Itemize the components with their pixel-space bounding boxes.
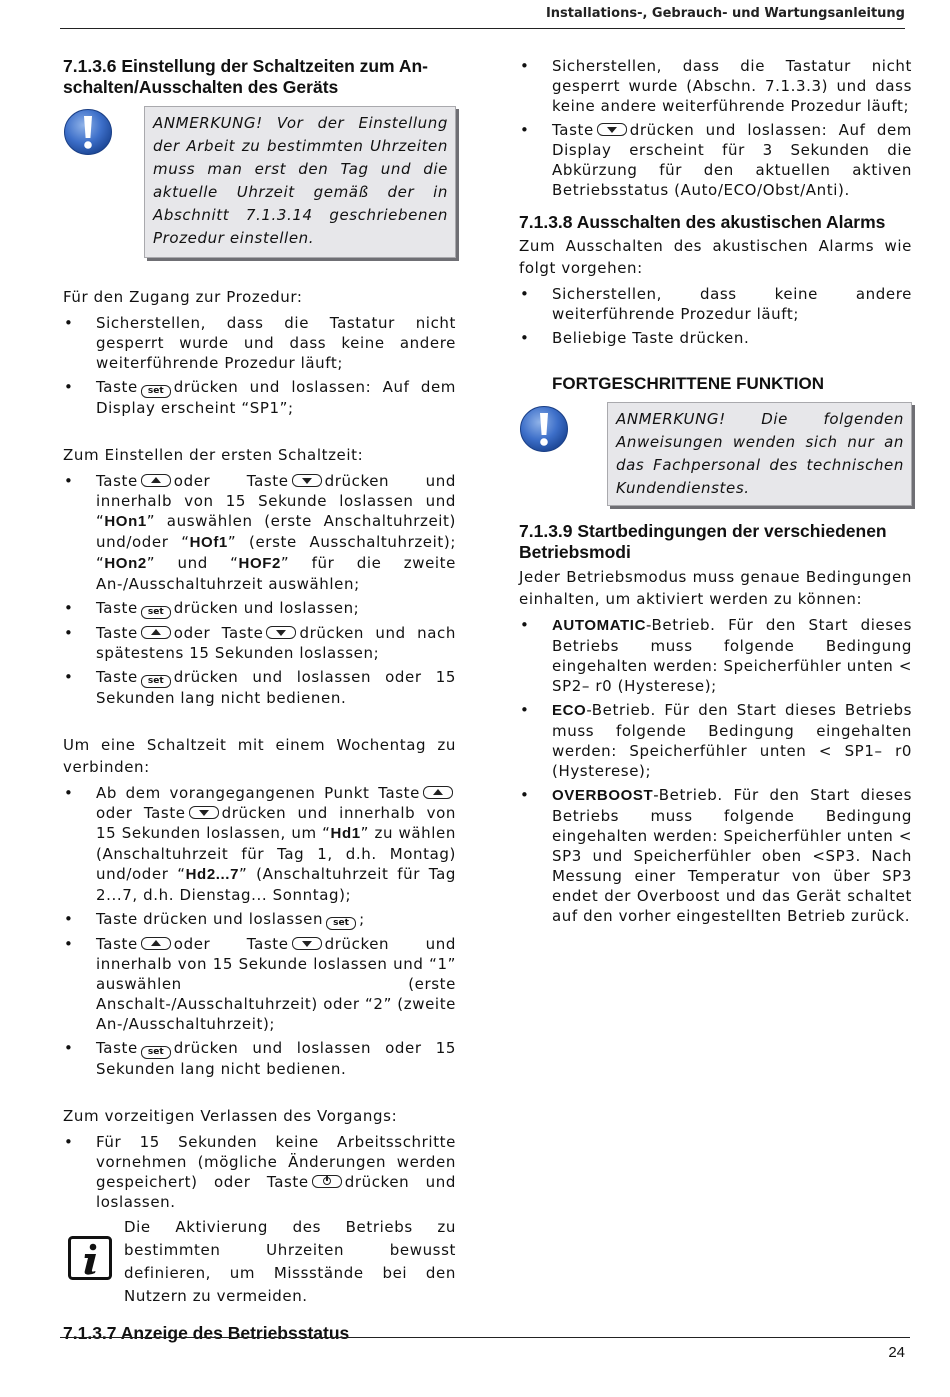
list-item: • Beliebige Taste drücken. bbox=[520, 329, 750, 347]
list-item: • Taste oder Taste drücken und innerhalb von 15 Sekunde loslassen und “HOn1” auswählen (erste Anschaltuhrzeit) und/oder “HOf1” (erste Ausschaltuhrzeit); “HOn2” und “HOF2” für die zweite An-/Ausschaltuhrzeit auswählen; bbox=[64, 472, 456, 593]
paragraph-alarm: Zum Ausschalten des akustischen Alarms wie folgt vorgehen: bbox=[519, 237, 912, 277]
advanced-function-heading: FORTGESCHRITTENE FUNKTION bbox=[552, 374, 824, 393]
info-block bbox=[63, 1216, 456, 1308]
info-icon bbox=[68, 1236, 112, 1280]
section-heading-7-1-3-9: 7.1.3.9 Startbedingungen der verschiedenen Betriebsmodi bbox=[519, 521, 887, 562]
page-number: 24 bbox=[888, 1344, 905, 1361]
list-item: • ECO-Betrieb. Für den Start dieses Betriebs muss folgende Bedingung eingehalten werden: Speicherfühler unten < SP1– r0 (Hysterese); bbox=[520, 701, 912, 780]
up-key-icon bbox=[141, 474, 171, 487]
status-list bbox=[519, 56, 912, 200]
up-key-icon bbox=[423, 786, 453, 799]
set-key-icon: set bbox=[141, 675, 171, 688]
alarm-list bbox=[519, 284, 912, 348]
list-item: • Taste set drücken und loslassen oder 15 Sekunden lang nicht bedienen. bbox=[64, 668, 456, 707]
mode-list bbox=[519, 615, 912, 926]
down-key-icon bbox=[189, 806, 219, 819]
set-key-icon: set bbox=[141, 1046, 171, 1059]
mode-name: OVERBOOST bbox=[552, 787, 654, 804]
down-key-icon bbox=[597, 123, 627, 136]
list-item: • Taste set drücken und loslassen: Auf dem Display erscheint “SP1”; bbox=[64, 378, 456, 417]
set-key-icon: set bbox=[141, 385, 171, 398]
note-block-2 bbox=[519, 402, 912, 506]
exclamation-icon bbox=[63, 108, 113, 156]
access-list bbox=[63, 313, 456, 418]
section-heading-7-1-3-8: 7.1.3.8 Ausschalten des akustischen Alarms bbox=[519, 212, 886, 232]
left-column bbox=[63, 56, 456, 1344]
list-item: • Taste oder Taste drücken und innerhalb von 15 Sekunde loslassen und “1” auswählen (erste Anschalt-/Ausschaltuhrzeit) oder “2” (zweite An-/Ausschaltuhrzeit); bbox=[64, 935, 457, 1033]
paragraph-start: Jeder Betriebsmodus muss genaue Bedingungen einhalten, um aktiviert werden zu können: bbox=[519, 568, 912, 608]
set-key-icon: set bbox=[326, 917, 356, 930]
list-item: • Ab dem vorangegangenen Punkt Tasteoder Taste drücken und innerhalb von 15 Sekunden loslassen, um “Hd1” zu wählen (Anschaltuhrzeit für Tag 1, d.h. Montag) und/oder “Hd2...7” (Anschaltuhrzeit für Tag 2...7, d.h. Dienstag... Sonntag); bbox=[64, 784, 456, 904]
first-switch-list bbox=[63, 471, 456, 708]
list-item: • Sicherstellen, dass die Tastatur nicht gesperrt wurde und dass keine andere weiterführende Prozedur läuft; bbox=[64, 314, 456, 372]
info-text: Die Aktivierung des Betriebs zu bestimmten Uhrzeiten bewusst definieren, um Missstände bei den Nutzern zu vermeiden. bbox=[124, 1218, 456, 1305]
list-item: • Taste oder Taste drücken und nach spätestens 15 Sekunden loslassen; bbox=[64, 624, 456, 662]
exit-list bbox=[63, 1132, 456, 1212]
list-item: • Taste drücken und loslassen: Auf dem Display erscheint für 3 Sekunden die Abkürzung für den aktuellen aktiven Betriebsstatus (Auto/ECO/Obst/Anti). bbox=[520, 121, 912, 199]
note-box-1: ANMERKUNG! Vor der Einstellung der Arbeit zu bestimmten Uhrzeiten muss man erst den Tag und die aktuelle Uhrzeit gemäß der in Abschnitt 7.1.3.14 geschriebenen Prozedur einstellen. bbox=[144, 106, 456, 258]
paragraph-access: Für den Zugang zur Prozedur: bbox=[63, 288, 303, 306]
section-heading-7-1-3-7: 7.1.3.7 Anzeige des Betriebsstatus bbox=[63, 1323, 350, 1343]
list-item: • AUTOMATIC-Betrieb. Für den Start dieses Betriebs muss folgende Bedingung eingehalten werden: Speicherfühler unten < SP2– r0 (Hysterese); bbox=[520, 616, 912, 695]
list-item: • Taste drücken und loslassen set ; bbox=[64, 910, 365, 928]
down-key-icon bbox=[292, 474, 322, 487]
list-item: • Taste set drücken und loslassen; bbox=[64, 599, 360, 617]
page-header bbox=[60, 0, 905, 29]
mode-name: ECO bbox=[552, 702, 587, 719]
down-key-icon bbox=[292, 937, 322, 950]
note-block-1 bbox=[63, 106, 456, 258]
up-key-icon bbox=[141, 937, 171, 950]
paragraph-first-switch-time: Zum Einstellen der ersten Schaltzeit: bbox=[63, 446, 364, 464]
mode-name: AUTOMATIC bbox=[552, 617, 647, 634]
list-item: • OVERBOOST-Betrieb. Für den Start dieses Betriebs muss folgende Bedingung eingehalten werden: Speicherfühler unten < SP3 und Speicherfühler oben <SP3. Nach Messung einer Temperatur von über SP3 endet der Overboost und das Gerät schaltet auf den vorher eingestellten Betrieb zurück. bbox=[520, 786, 912, 925]
list-item: • Sicherstellen, dass die Tastatur nicht gesperrt wurde (Abschn. 7.1.3.3) und dass keine andere weiterführende Prozedur läuft; bbox=[520, 57, 912, 115]
note-box-2: ANMERKUNG! Die folgenden Anweisungen wenden sich nur an das Fachpersonal des technischen Kundendienstes. bbox=[607, 402, 912, 506]
footer-rule bbox=[60, 1337, 910, 1338]
down-key-icon bbox=[266, 626, 296, 639]
exclamation-icon bbox=[519, 405, 569, 453]
list-item: • Für 15 Sekunden keine Arbeitsschritte vornehmen (mögliche Änderungen werden gespeichert) oder Taste drücken und loslassen. bbox=[64, 1133, 457, 1211]
list-item: • Taste set drücken und loslassen oder 15 Sekunden lang nicht bedienen. bbox=[64, 1039, 456, 1078]
paragraph-exit: Zum vorzeitigen Verlassen des Vorgangs: bbox=[63, 1107, 398, 1125]
weekday-list bbox=[63, 783, 456, 1079]
up-key-icon bbox=[141, 626, 171, 639]
header-title: Installations-, Gebrauch- und Wartungsanleitung bbox=[545, 6, 905, 21]
paragraph-weekday: Um eine Schaltzeit mit einem Wochentag zu verbinden: bbox=[63, 736, 456, 776]
list-item: • Sicherstellen, dass keine andere weiterführende Prozedur läuft; bbox=[520, 285, 912, 323]
right-column bbox=[519, 56, 912, 930]
set-key-icon: set bbox=[141, 606, 171, 619]
section-heading-7-1-3-6: 7.1.3.6 Einstellung der Schaltzeiten zum An-schalten/Ausschalten des Geräts bbox=[63, 56, 428, 97]
power-key-icon bbox=[312, 1175, 342, 1188]
